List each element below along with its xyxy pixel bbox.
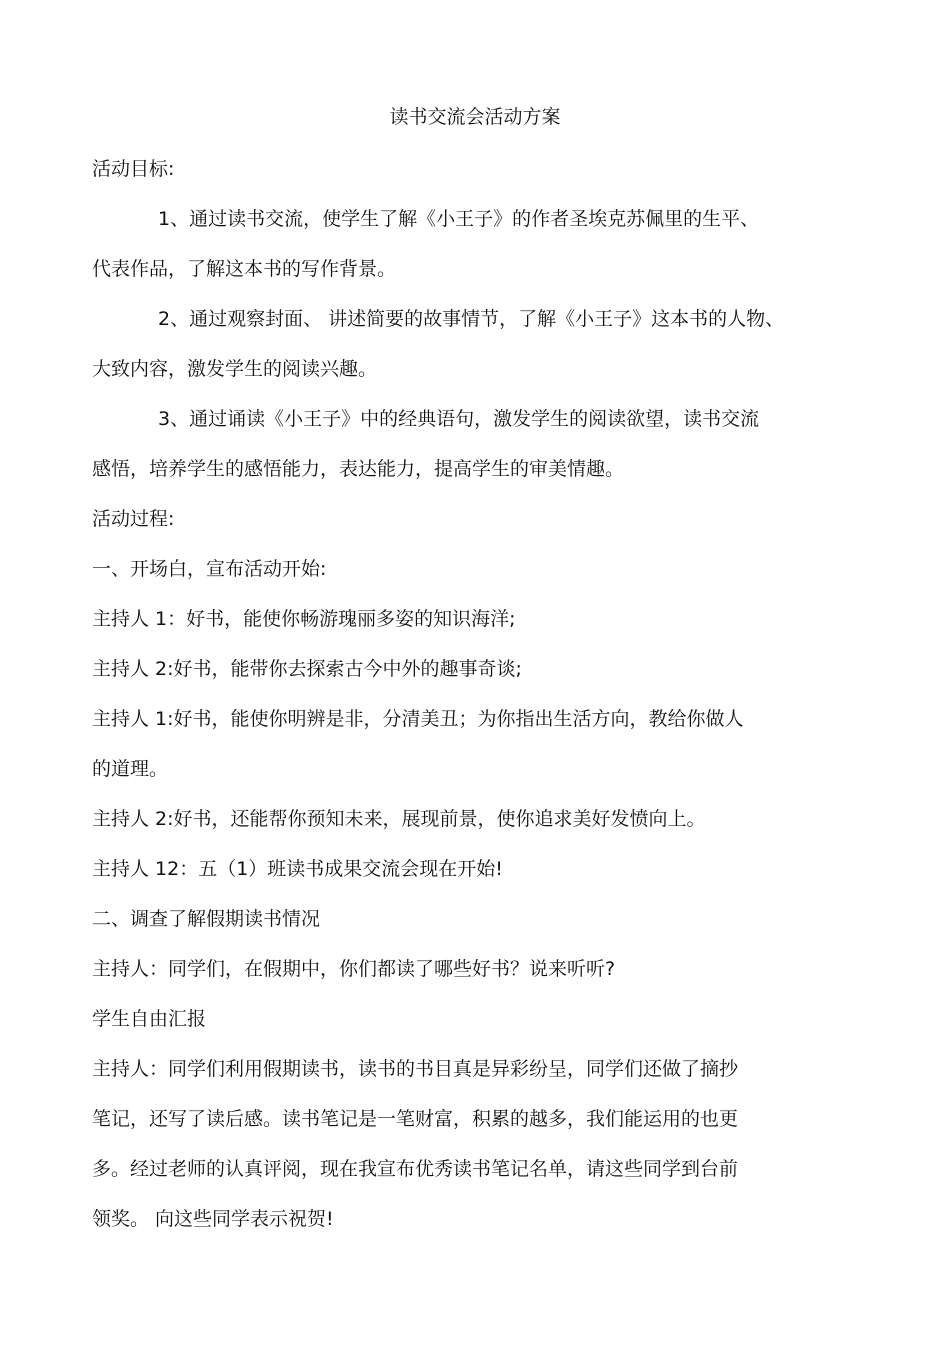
host-line-4: 主持人 2:好书，还能帮你预知未来，展现前景，使你追求美好发愤向上。 bbox=[92, 808, 706, 830]
section-heading-process: 活动过程: bbox=[92, 508, 175, 530]
host-line-3: 主持人 1:好书，能使你明辨是非，分清美丑；为你指出生活方向，教给你做人 bbox=[92, 708, 744, 730]
host-line-3-continued: 的道理。 bbox=[92, 758, 169, 780]
host-question-line: 主持人：同学们，在假期中，你们都读了哪些好书？说来听听? bbox=[92, 958, 616, 980]
host-closing-line-2: 笔记，还写了读后感。读书笔记是一笔财富，积累的越多，我们能运用的也更 bbox=[92, 1108, 739, 1130]
goal-2-line-1: 2、通过观察封面、 讲述简要的故事情节，了解《小王子》这本书的人物、 bbox=[158, 308, 785, 330]
goal-2-line-2: 大致内容，激发学生的阅读兴趣。 bbox=[92, 358, 378, 380]
process-step-2-heading: 二、调查了解假期读书情况 bbox=[92, 908, 321, 930]
host-closing-line-1: 主持人：同学们利用假期读书，读书的书目真是异彩纷呈，同学们还做了摘抄 bbox=[92, 1058, 739, 1080]
goal-1-line-1: 1、通过读书交流，使学生了解《小王子》的作者圣埃克苏佩里的生平、 bbox=[158, 208, 760, 230]
host-closing-line-3: 多。经过老师的认真评阅，现在我宣布优秀读书笔记名单，请这些同学到台前 bbox=[92, 1158, 739, 1180]
host-closing-line-4: 领奖。 向这些同学表示祝贺! bbox=[92, 1208, 334, 1230]
process-step-1-heading: 一、开场白，宣布活动开始: bbox=[92, 558, 327, 580]
goal-3-line-2: 感悟，培养学生的感悟能力，表达能力，提高学生的审美情趣。 bbox=[92, 458, 625, 480]
host-line-2: 主持人 2:好书，能带你去探索古今中外的趣事奇谈; bbox=[92, 658, 522, 680]
section-heading-goals: 活动目标: bbox=[92, 158, 175, 180]
student-report-line: 学生自由汇报 bbox=[92, 1008, 207, 1030]
goal-1-line-2: 代表作品，了解这本书的写作背景。 bbox=[92, 258, 397, 280]
host-line-1: 主持人 1：好书，能使你畅游瑰丽多姿的知识海洋; bbox=[92, 608, 516, 630]
goal-3-line-1: 3、通过诵读《小王子》中的经典语句，激发学生的阅读欲望，读书交流 bbox=[158, 408, 760, 430]
host-line-5: 主持人 12：五（1）班读书成果交流会现在开始! bbox=[92, 858, 503, 880]
document-title: 读书交流会活动方案 bbox=[389, 106, 561, 128]
